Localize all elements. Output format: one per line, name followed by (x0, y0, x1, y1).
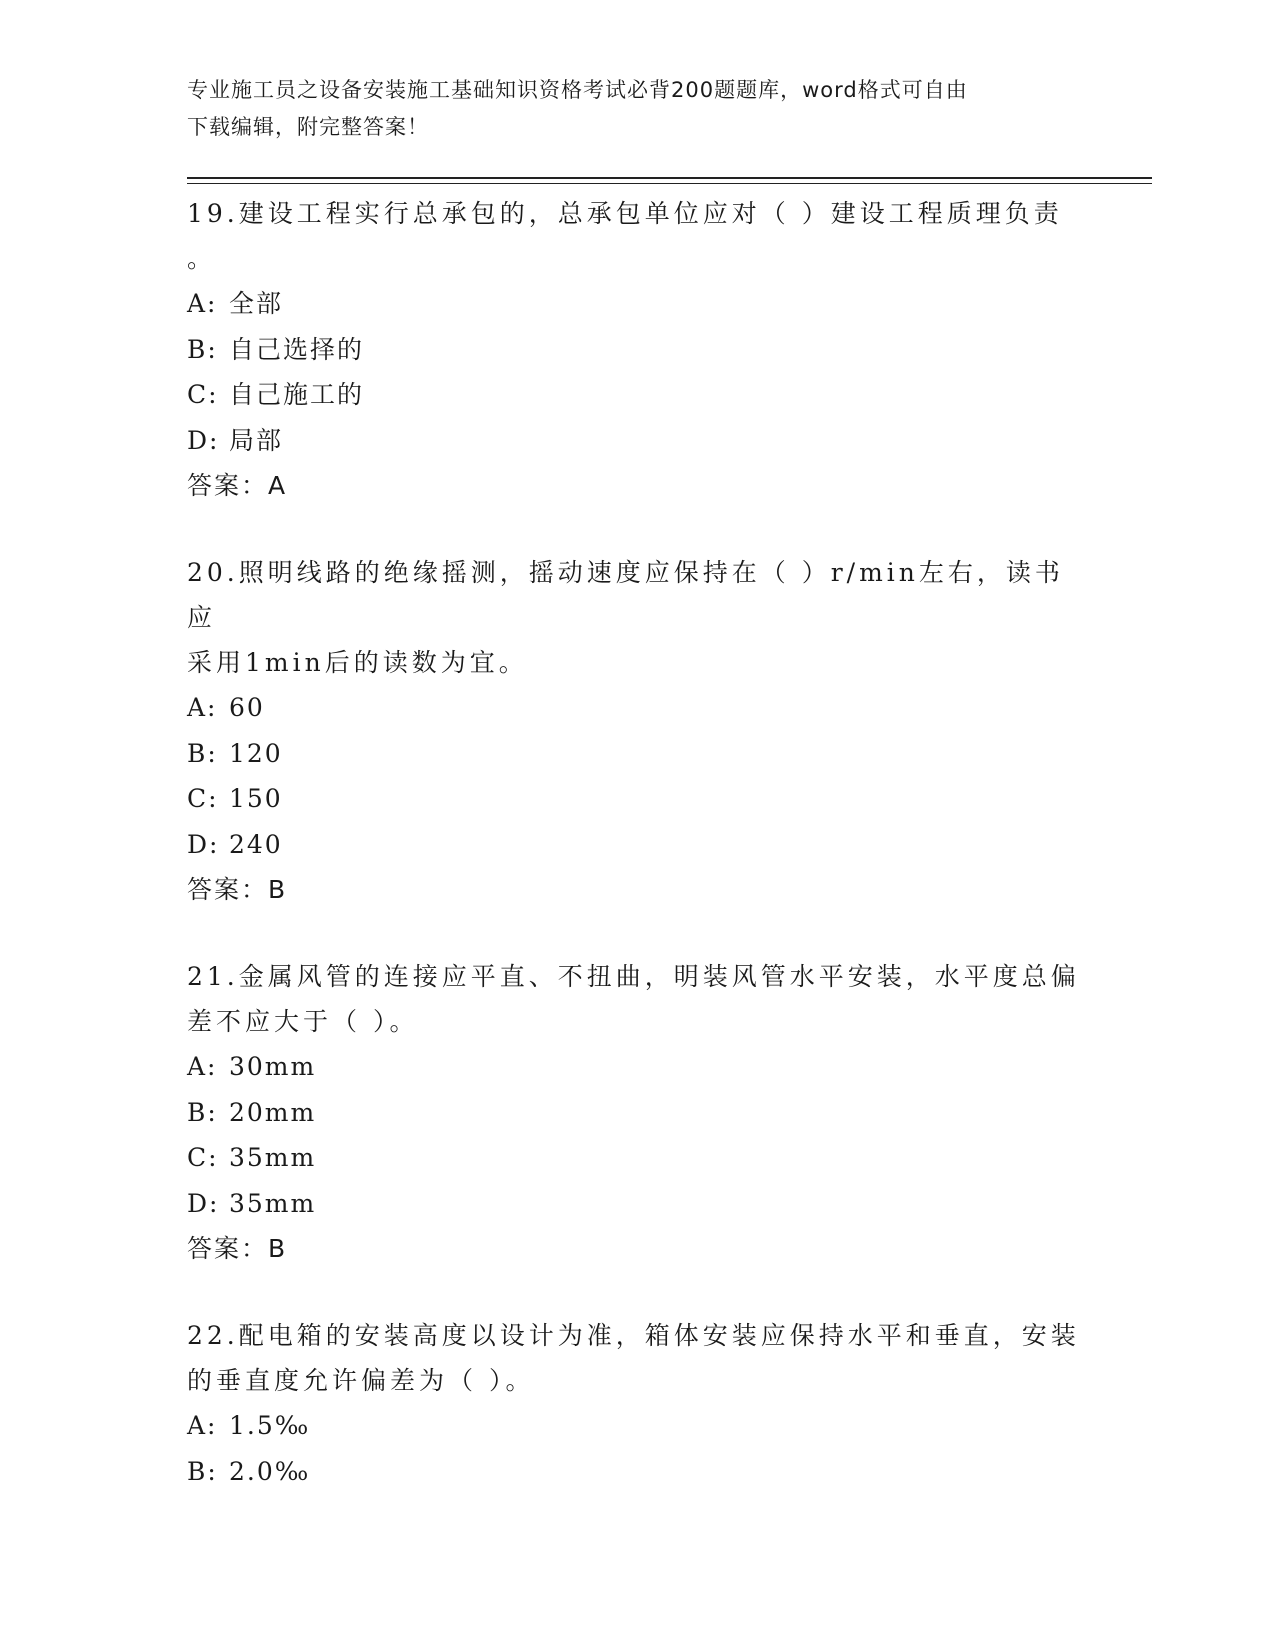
option-a (187, 1044, 1087, 1090)
question-stem: 20.照明线路的绝缘摇测，摇动速度应保持在（ ）r/min左右，读书应 (187, 558, 1064, 632)
option-key: D: (187, 1188, 220, 1218)
option-d (187, 418, 1087, 464)
option-d (187, 1181, 1087, 1227)
option-d (187, 822, 1087, 868)
option-text: 自己施工的 (229, 380, 365, 409)
question-22 (187, 1313, 1087, 1494)
option-key: C: (187, 784, 219, 813)
header-divider-thick (187, 177, 1152, 179)
option-b (187, 731, 1087, 777)
option-key: B: (187, 1456, 218, 1486)
option-key: C: (187, 380, 219, 409)
header-line-2: 下载编辑，附完整答案！ (187, 115, 429, 139)
option-text: 自己选择的 (229, 334, 365, 364)
option-key: D: (187, 425, 220, 455)
option-key: A: (187, 289, 218, 318)
option-text: 240 (229, 829, 283, 859)
answer-line: 答案：B (187, 1234, 288, 1263)
question-stem-continued: 的垂直度允许偏差为（ ）。 (187, 1366, 535, 1395)
header-line-1: 专业施工员之设备安装施工基础知识资格考试必背200题题库，word格式可自由 (187, 78, 968, 102)
option-text: 局部 (229, 425, 284, 455)
option-key: B: (187, 1097, 218, 1127)
option-text: 全部 (229, 289, 284, 318)
option-text: 35mm (229, 1188, 317, 1218)
option-b (187, 1449, 1087, 1495)
question-20 (187, 550, 1087, 912)
document-header (187, 72, 1087, 146)
option-key: A: (187, 693, 218, 722)
option-key: B: (187, 334, 218, 364)
question-stem-continued: 差不应大于（ ）。 (187, 1007, 419, 1036)
question-21 (187, 954, 1087, 1271)
option-c (187, 372, 1087, 418)
option-c (187, 1135, 1087, 1181)
answer-line: 答案：A (187, 471, 288, 500)
option-text: 150 (229, 784, 283, 813)
option-text: 35mm (229, 1143, 317, 1172)
question-stem-continued: 采用1min后的读数为宜。 (187, 648, 528, 677)
option-text: 2.0‰ (229, 1456, 311, 1486)
option-text: 20mm (229, 1097, 317, 1127)
question-stem: 21.金属风管的连接应平直、不扭曲，明装风管水平安装，水平度总偏 (187, 962, 1080, 991)
option-b (187, 1090, 1087, 1136)
option-a (187, 1403, 1087, 1449)
option-key: A: (187, 1411, 218, 1440)
option-a (187, 685, 1087, 731)
option-text: 120 (229, 738, 283, 768)
option-key: A: (187, 1052, 218, 1081)
option-c (187, 776, 1087, 822)
answer-line: 答案：B (187, 875, 288, 904)
question-stem: 19.建设工程实行总承包的，总承包单位应对（ ）建设工程质理负责 (187, 199, 1063, 228)
option-b (187, 327, 1087, 373)
option-text: 60 (229, 693, 265, 722)
question-stem-continued: 。 (187, 244, 217, 273)
option-key: B: (187, 738, 218, 768)
header-divider-thin (187, 183, 1152, 184)
option-text: 30mm (229, 1052, 317, 1081)
question-list (187, 191, 1087, 1536)
option-key: C: (187, 1143, 219, 1172)
option-key: D: (187, 829, 220, 859)
question-19 (187, 191, 1087, 508)
question-stem: 22.配电箱的安装高度以设计为准，箱体安装应保持水平和垂直，安装 (187, 1321, 1080, 1350)
option-a (187, 281, 1087, 327)
option-text: 1.5‰ (229, 1411, 311, 1440)
